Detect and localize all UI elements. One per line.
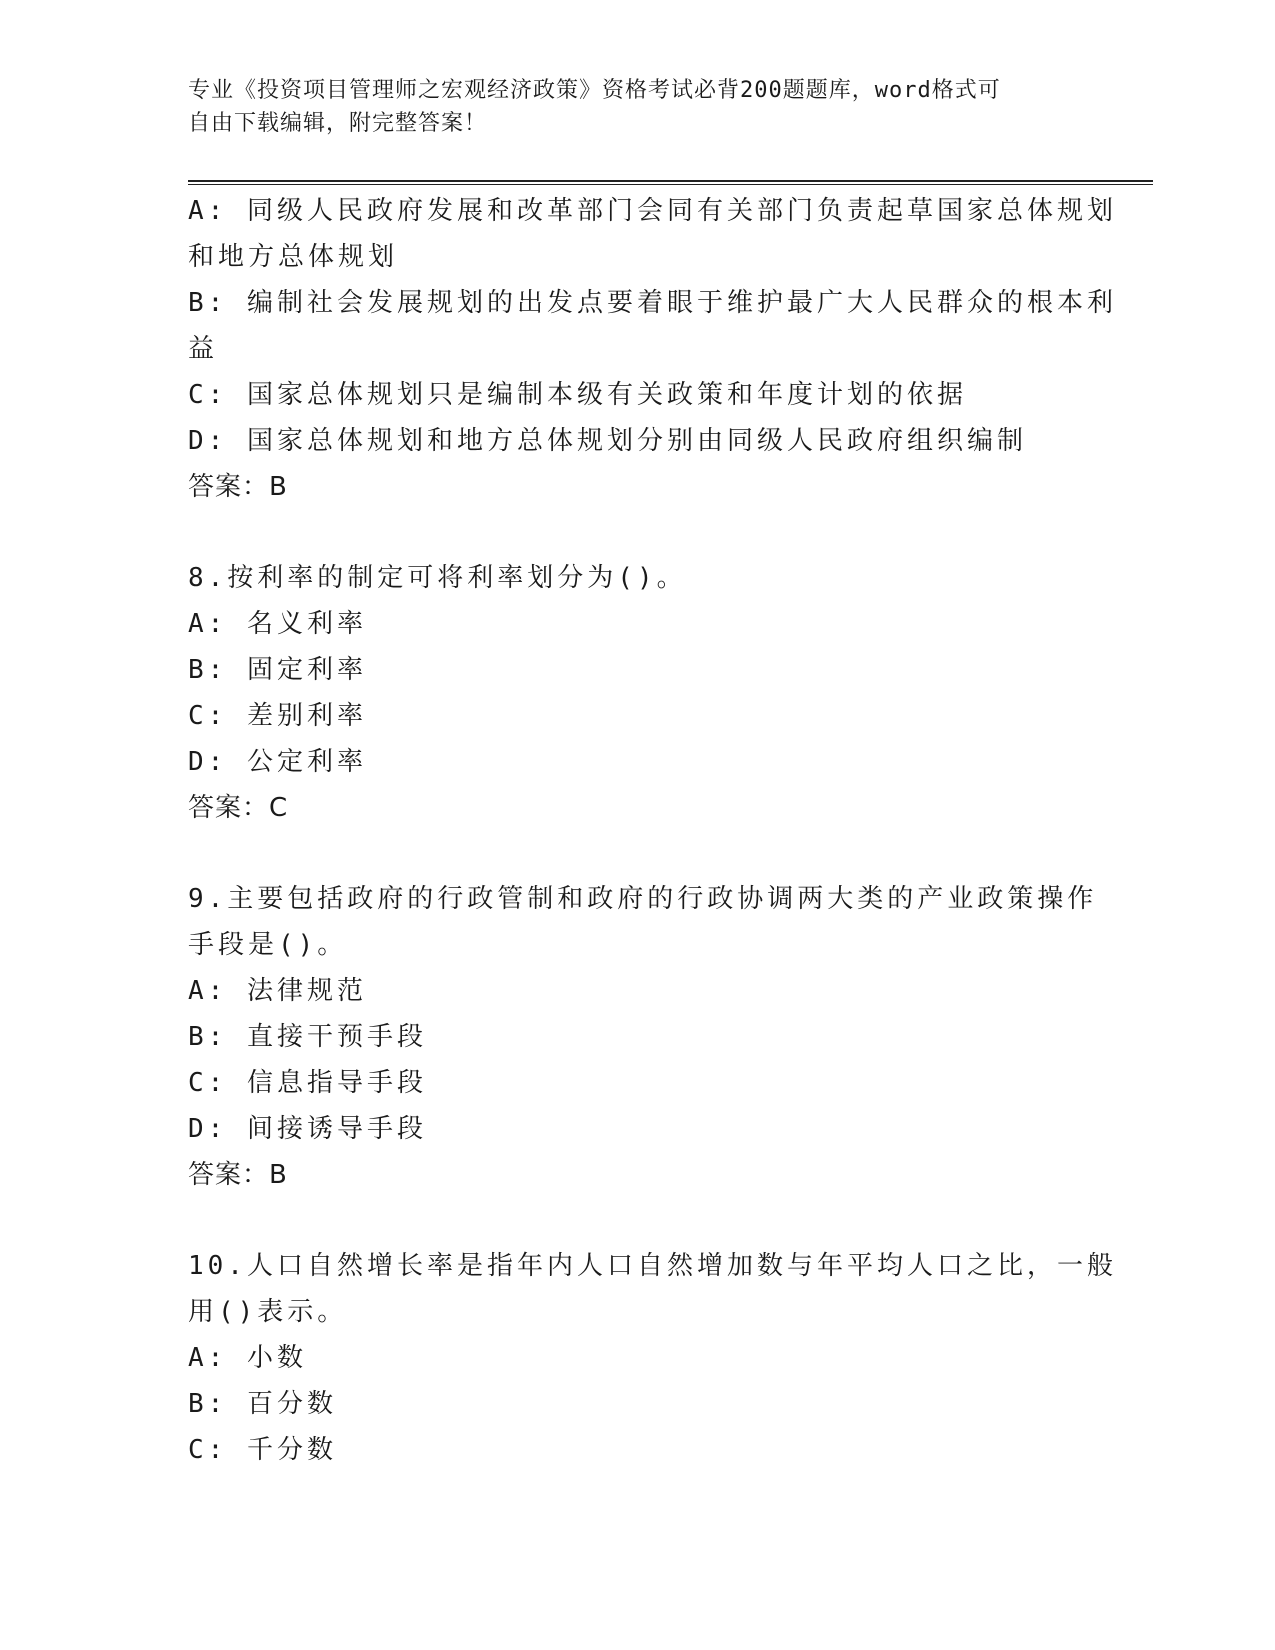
question-block-7 (188, 188, 1117, 510)
q7-option-d: D: 国家总体规划和地方总体规划分别由同级人民政府组织编制 (188, 426, 1027, 456)
q7-option-b-line-1: B: 编制社会发展规划的出发点要着眼于维护最广大人民群众的根本利 (188, 288, 1117, 318)
spacer (188, 1198, 1088, 1243)
q7-answer: 答案：B (188, 472, 288, 502)
q9-question-line-1: 9.主要包括政府的行政管制和政府的行政协调两大类的产业政策操作 (188, 884, 1098, 914)
q10-option-a: A: 小数 (188, 1343, 307, 1373)
q7-option-a-line-2: 和地方总体规划 (188, 242, 399, 272)
q9-option-c: C: 信息指导手段 (188, 1068, 427, 1098)
spacer (188, 510, 1088, 555)
q10-question-line-1: 10.人口自然增长率是指年内人口自然增加数与年平均人口之比，一般 (188, 1251, 1117, 1281)
q9-answer: 答案：B (188, 1160, 288, 1190)
q10-option-c: C: 千分数 (188, 1435, 337, 1465)
q9-question-line-2: 手段是()。 (188, 930, 348, 960)
q8-question: 8.按利率的制定可将利率划分为()。 (188, 563, 687, 593)
q9-option-a: A: 法律规范 (188, 976, 367, 1006)
q8-option-c: C: 差别利率 (188, 701, 367, 731)
question-block-9 (188, 876, 1098, 1198)
q9-option-b: B: 直接干预手段 (188, 1022, 427, 1052)
q9-option-d: D: 间接诱导手段 (188, 1114, 427, 1144)
q10-question-line-2: 用()表示。 (188, 1297, 348, 1327)
q8-option-d: D: 公定利率 (188, 747, 367, 777)
spacer (188, 831, 1088, 876)
q7-option-b-line-2: 益 (188, 334, 219, 364)
q7-option-c: C: 国家总体规划只是编制本级有关政策和年度计划的依据 (188, 380, 967, 410)
question-block-8 (188, 555, 1088, 831)
header-line-2: 自由下载编辑，附完整答案！ (188, 111, 488, 136)
q8-answer: 答案：C (188, 793, 289, 823)
question-list (188, 188, 1117, 1473)
header-line-1: 专业《投资项目管理师之宏观经济政策》资格考试必背200题题库，word格式可 (188, 78, 1001, 103)
document-header (188, 74, 1068, 140)
q8-option-a: A: 名义利率 (188, 609, 367, 639)
q7-option-a-line-1: A: 同级人民政府发展和改革部门会同有关部门负责起草国家总体规划 (188, 196, 1117, 226)
q8-option-b: B: 固定利率 (188, 655, 367, 685)
q10-option-b: B: 百分数 (188, 1389, 337, 1419)
question-block-10 (188, 1243, 1117, 1473)
header-divider (188, 180, 1153, 185)
